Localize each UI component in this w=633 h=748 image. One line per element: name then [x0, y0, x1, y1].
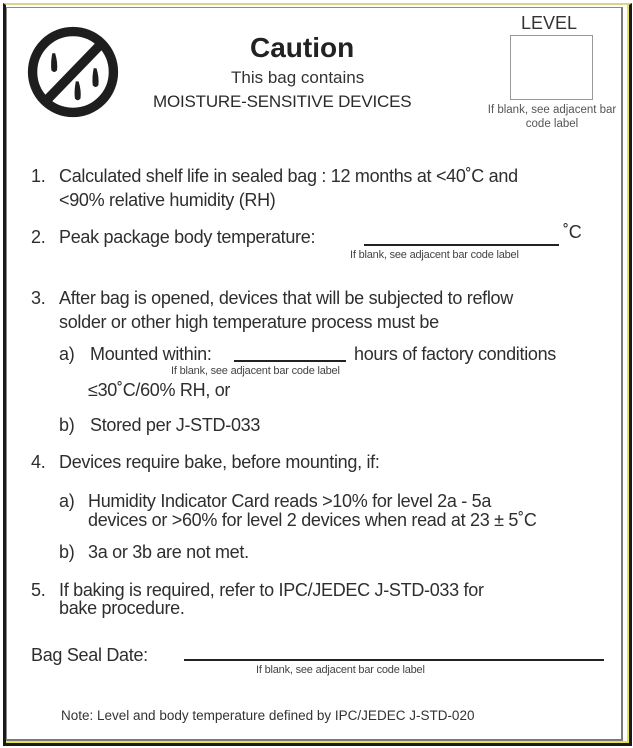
- level-note: If blank, see adjacent bar code label: [487, 104, 617, 130]
- item-1-line1: Calculated shelf life in sealed bag : 12 months at <40˚C and: [59, 166, 518, 186]
- mounted-within-note: If blank, see adjacent bar code label: [171, 365, 340, 377]
- item-4-number: 4.: [31, 452, 46, 472]
- item-4a-line2: devices or >60% for level 2 devices when read at 23 ± 5˚C: [88, 510, 537, 530]
- item-3-line2: solder or other high temperature process must be: [59, 312, 439, 332]
- item-1-number: 1.: [31, 166, 46, 186]
- bag-seal-date-label: Bag Seal Date:: [31, 645, 148, 665]
- caution-title: Caution: [250, 32, 355, 63]
- item-4b-label: b): [59, 542, 75, 562]
- item-3b-text: Stored per J-STD-033: [90, 415, 261, 435]
- item-3a-suffix: hours of factory conditions: [354, 344, 557, 364]
- no-moisture-icon: [26, 25, 120, 119]
- item-4a-label: a): [59, 491, 75, 511]
- level-box[interactable]: [510, 35, 593, 100]
- bag-seal-date-field[interactable]: [184, 645, 604, 661]
- item-3a-line2: ≤30˚C/60% RH, or: [88, 380, 231, 400]
- caution-subtitle: This bag contains: [231, 68, 365, 87]
- caution-subtitle-devices: MOISTURE-SENSITIVE DEVICES: [153, 92, 412, 111]
- item-4b-text: 3a or 3b are not met.: [88, 542, 249, 562]
- item-4a-line1: Humidity Indicator Card reads >10% for level 2a - 5a: [88, 491, 492, 511]
- item-5-line1: If baking is required, refer to IPC/JEDEC J-STD-033 for: [59, 580, 484, 600]
- peak-temperature-unit: ˚C: [563, 222, 582, 242]
- item-5-line2: bake procedure.: [59, 598, 185, 618]
- item-2-label: Peak package body temperature:: [59, 227, 316, 247]
- item-4-text: Devices require bake, before mounting, if:: [59, 452, 380, 472]
- item-3-line1: After bag is opened, devices that will be subjected to reflow: [59, 288, 513, 308]
- item-2-number: 2.: [31, 227, 46, 247]
- item-3a-label: a): [59, 344, 75, 364]
- footer-note: Note: Level and body temperature defined by IPC/JEDEC J-STD-020: [61, 708, 475, 723]
- item-3-number: 3.: [31, 288, 46, 308]
- item-3b-label: b): [59, 415, 75, 435]
- peak-temperature-note: If blank, see adjacent bar code label: [350, 249, 519, 261]
- level-label: LEVEL: [521, 13, 578, 33]
- item-1-line2: <90% relative humidity (RH): [59, 190, 276, 210]
- item-5-number: 5.: [31, 580, 46, 600]
- bag-seal-date-note: If blank, see adjacent bar code label: [256, 664, 425, 676]
- item-3a-text: Mounted within:: [90, 344, 212, 364]
- mounted-within-hours-field[interactable]: [234, 345, 346, 362]
- peak-temperature-field[interactable]: [364, 228, 559, 246]
